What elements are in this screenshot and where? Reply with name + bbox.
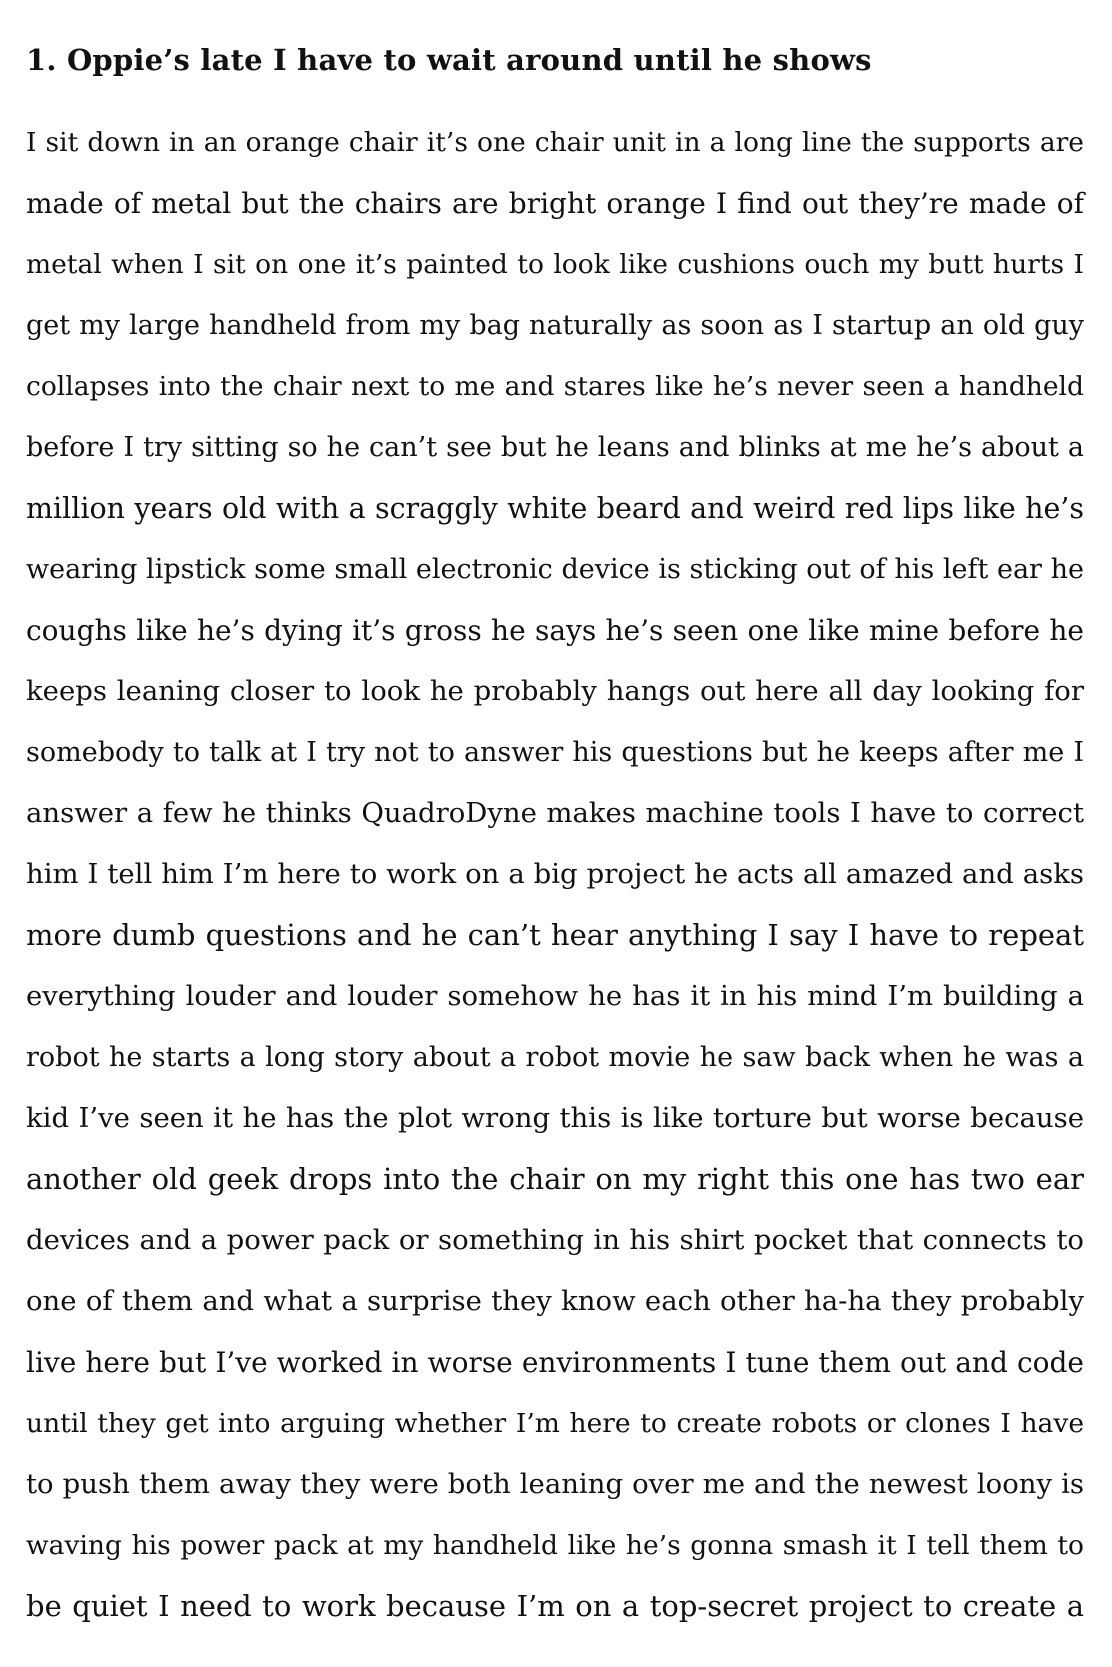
- text-line: before I try sitting so he can’t see but he leans and blinks at me he’s about a: [26, 432, 1084, 463]
- document-page: [26, 0, 1084, 1637]
- text-line: somebody to talk at I try not to answer his questions but he keeps after me I: [26, 737, 1084, 768]
- text-line: robot he starts a long story about a robot movie he saw back when he was a: [26, 1042, 1084, 1073]
- text-line: answer a few he thinks QuadroDyne makes machine tools I have to correct: [26, 797, 1084, 829]
- text-line: get my large handheld from my bag naturally as soon as I startup an old guy: [26, 310, 1084, 341]
- text-line: waving his power pack at my handheld like he’s gonna smash it I tell them to: [26, 1530, 1084, 1561]
- text-line: I sit down in an orange chair it’s one chair unit in a long line the supports are: [26, 127, 1084, 158]
- body-text: [26, 112, 1084, 1637]
- text-line: coughs like he’s dying it’s gross he says he’s seen one like mine before he: [26, 614, 1084, 647]
- text-line: live here but I’ve worked in worse environments I tune them out and code: [26, 1346, 1084, 1379]
- text-line: made of metal but the chairs are bright orange I find out they’re made of: [26, 187, 1084, 220]
- text-line: another old geek drops into the chair on my right this one has two ear: [26, 1162, 1084, 1196]
- text-line: one of them and what a surprise they know each other ha-ha they probably: [26, 1285, 1084, 1317]
- text-line: kid I’ve seen it he has the plot wrong this is like torture but worse because: [26, 1102, 1084, 1134]
- text-line: more dumb questions and he can’t hear anything I say I have to repeat: [26, 918, 1084, 952]
- text-line: metal when I sit on one it’s painted to look like cushions ouch my butt hurts I: [26, 249, 1084, 280]
- text-line: devices and a power pack or something in his shirt pocket that connects to: [26, 1224, 1084, 1256]
- text-line: million years old with a scraggly white beard and weird red lips like he’s: [26, 492, 1084, 525]
- text-line: everything louder and louder somehow he has it in his mind I’m building a: [26, 980, 1084, 1012]
- text-line: collapses into the chair next to me and stares like he’s never seen a handheld: [26, 371, 1084, 402]
- section-heading: 1. Oppie’s late I have to wait around until he shows: [26, 43, 872, 77]
- text-line: to push them away they were both leaning over me and the newest loony is: [26, 1468, 1084, 1500]
- text-line: until they get into arguing whether I’m here to create robots or clones I have: [26, 1408, 1084, 1439]
- text-line: him I tell him I’m here to work on a big project he acts all amazed and asks: [26, 858, 1084, 890]
- text-line: be quiet I need to work because I’m on a top-secret project to create a: [26, 1589, 1084, 1623]
- text-line: keeps leaning closer to look he probably hangs out here all day looking for: [26, 675, 1084, 707]
- text-line: wearing lipstick some small electronic device is sticking out of his left ear he: [26, 554, 1084, 585]
